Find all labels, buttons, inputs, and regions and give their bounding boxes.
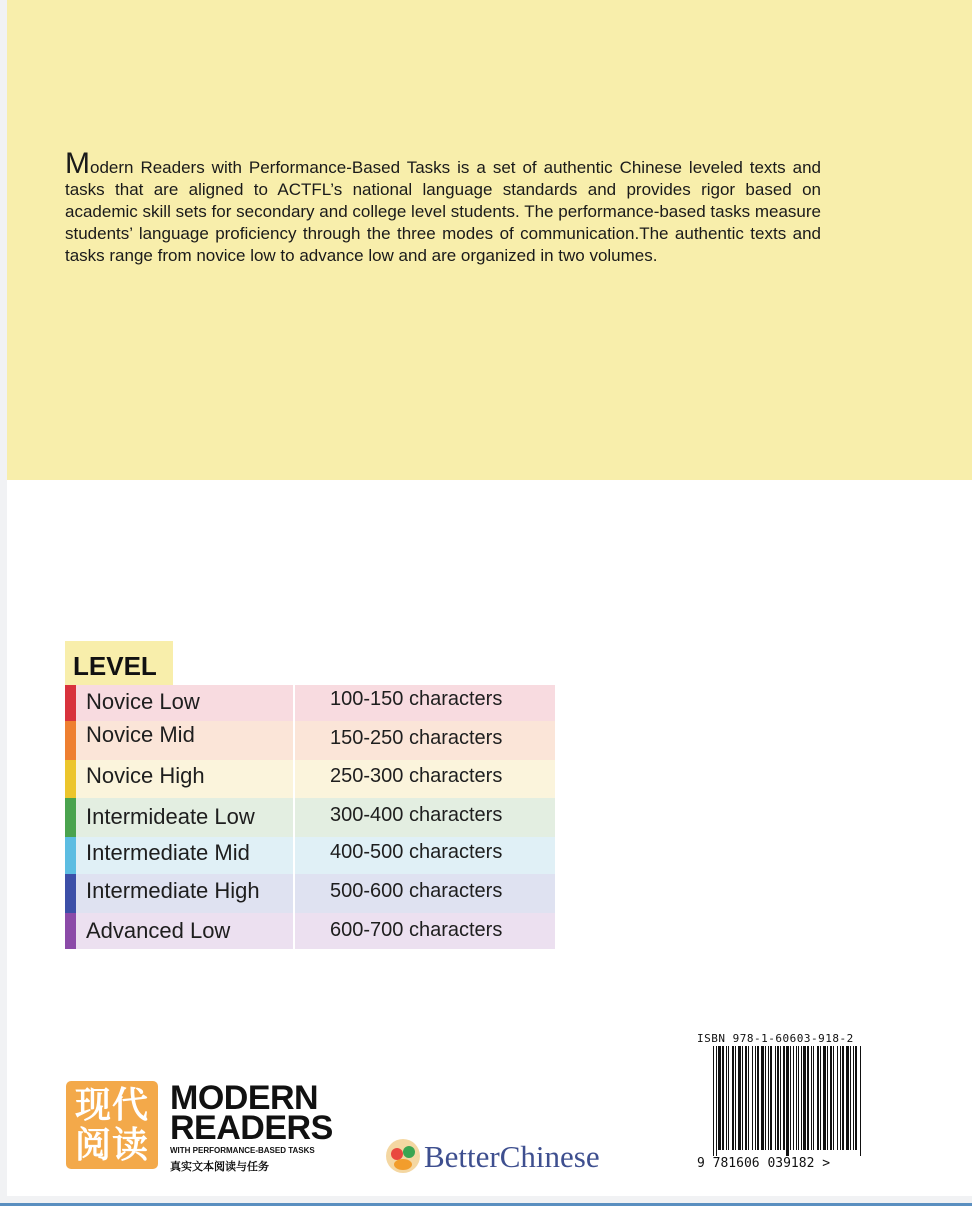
barcode-bar bbox=[798, 1046, 799, 1150]
barcode-bar bbox=[786, 1046, 789, 1156]
level-title: LEVEL bbox=[65, 641, 173, 685]
barcode-bar bbox=[807, 1046, 809, 1150]
level-table bbox=[65, 685, 555, 949]
level-range: 150-250 characters bbox=[330, 727, 503, 749]
barcode-bar bbox=[732, 1046, 734, 1150]
brand-subtitle: WITH PERFORMANCE-BASED TASKS bbox=[170, 1146, 315, 1155]
level-row bbox=[65, 798, 555, 837]
logo-chars-line2: 阅读 bbox=[74, 1124, 149, 1165]
barcode-bar bbox=[823, 1046, 826, 1150]
barcode-bar bbox=[850, 1046, 851, 1150]
barcode-bar bbox=[761, 1046, 764, 1150]
level-column-divider bbox=[293, 760, 295, 798]
barcode-bar bbox=[846, 1046, 849, 1150]
logo-chars-line1: 现代 bbox=[74, 1084, 149, 1125]
description-text bbox=[65, 147, 821, 267]
barcode-bar bbox=[716, 1046, 717, 1156]
barcode-bar bbox=[768, 1046, 769, 1150]
level-row bbox=[65, 913, 555, 949]
barcode-bar bbox=[748, 1046, 749, 1150]
level-column-divider bbox=[293, 685, 295, 721]
brand-title-line2: READERS bbox=[170, 1109, 333, 1147]
barcode-bar bbox=[770, 1046, 772, 1150]
level-name: Intermediate High bbox=[86, 878, 260, 903]
level-range: 100-150 characters bbox=[330, 688, 503, 710]
level-name: Intermediate Mid bbox=[86, 840, 250, 865]
barcode-bar bbox=[722, 1046, 724, 1150]
barcode-bar bbox=[817, 1046, 819, 1150]
level-range: 300-400 characters bbox=[330, 804, 503, 826]
barcode-bar bbox=[833, 1046, 834, 1150]
barcode-bar bbox=[713, 1046, 714, 1156]
barcode-bar bbox=[842, 1046, 844, 1150]
level-row bbox=[65, 685, 555, 721]
left-edge-strip bbox=[0, 0, 7, 1206]
level-name: Intermideate Low bbox=[86, 804, 255, 829]
barcode-bar bbox=[837, 1046, 838, 1150]
level-name: Novice High bbox=[86, 763, 205, 788]
barcode-bar bbox=[728, 1046, 729, 1150]
level-color-bar bbox=[65, 837, 76, 874]
level-range: 400-500 characters bbox=[330, 841, 503, 863]
barcode-bar bbox=[811, 1046, 812, 1150]
barcode-bar bbox=[745, 1046, 747, 1150]
level-column-divider bbox=[293, 798, 295, 837]
level-row bbox=[65, 837, 555, 874]
level-row bbox=[65, 760, 555, 798]
level-color-bar bbox=[65, 685, 76, 721]
barcode-bar bbox=[803, 1046, 806, 1150]
barcode-bar bbox=[742, 1046, 743, 1150]
level-name: Advanced Low bbox=[86, 918, 231, 943]
isbn-label: ISBN 978-1-60603-918-2 bbox=[697, 1032, 854, 1045]
description-panel bbox=[7, 0, 972, 480]
level-row bbox=[65, 721, 555, 760]
barcode-bar bbox=[813, 1046, 814, 1150]
description-body: odern Readers with Performance-Based Tasks is a set of authentic Chinese leveled texts and tasks that are aligned to ACTFL’s national language standards and provides rigor based on academic skill sets for secondary and college level students. The performance-based tasks measure students’ language proficiency through the three modes of communication.The authentic texts and tasks range from novice low to advance low and are organized in two volumes. bbox=[65, 158, 821, 265]
level-column-divider bbox=[293, 721, 295, 760]
level-range: 500-600 characters bbox=[330, 880, 503, 902]
level-color-bar bbox=[65, 721, 76, 760]
brand-title-line1: MODERN bbox=[170, 1079, 319, 1117]
barcode-bar bbox=[755, 1046, 756, 1150]
level-name: Novice Mid bbox=[86, 722, 195, 747]
barcode-bar bbox=[738, 1046, 741, 1150]
level-name: Novice Low bbox=[86, 689, 200, 714]
barcode-bar bbox=[840, 1046, 841, 1150]
barcode bbox=[713, 1046, 863, 1156]
level-column-divider bbox=[293, 874, 295, 913]
barcode-bar bbox=[830, 1046, 832, 1150]
barcode-bar bbox=[827, 1046, 828, 1150]
level-color-bar bbox=[65, 874, 76, 913]
barcode-bar bbox=[855, 1046, 857, 1150]
barcode-bar bbox=[783, 1046, 785, 1150]
barcode-bar bbox=[780, 1046, 781, 1150]
barcode-bar bbox=[790, 1046, 791, 1150]
barcode-bar bbox=[860, 1046, 861, 1156]
level-color-bar bbox=[65, 760, 76, 798]
barcode-bar bbox=[735, 1046, 736, 1150]
modern-readers-logo bbox=[66, 1081, 158, 1169]
level-color-bar bbox=[65, 798, 76, 837]
barcode-bar bbox=[718, 1046, 721, 1150]
barcode-bar bbox=[757, 1046, 759, 1150]
barcode-bar bbox=[853, 1046, 854, 1150]
level-range: 600-700 characters bbox=[330, 919, 503, 941]
barcode-bar bbox=[752, 1046, 753, 1150]
barcode-digits: 9 781606 039182 > bbox=[697, 1156, 831, 1171]
level-range: 250-300 characters bbox=[330, 765, 503, 787]
dropcap-letter: M bbox=[65, 147, 90, 180]
brand-chinese-subtitle: 真实文本阅读与任务 bbox=[170, 1161, 269, 1173]
level-column-divider bbox=[293, 913, 295, 949]
publisher-name: BetterChinese bbox=[424, 1139, 600, 1174]
barcode-bar bbox=[775, 1046, 776, 1150]
logo-chinese-characters bbox=[66, 1085, 158, 1165]
level-row bbox=[65, 874, 555, 913]
barcode-bar bbox=[796, 1046, 797, 1150]
barcode-bar bbox=[765, 1046, 766, 1150]
barcode-bar bbox=[777, 1046, 779, 1150]
barcode-bar bbox=[820, 1046, 821, 1150]
level-color-bar bbox=[65, 913, 76, 949]
barcode-bar bbox=[801, 1046, 802, 1150]
level-column-divider bbox=[293, 837, 295, 874]
barcode-bar bbox=[793, 1046, 794, 1150]
betterchinese-kids-icon bbox=[386, 1139, 420, 1173]
brand-title bbox=[170, 1079, 333, 1147]
barcode-bar bbox=[726, 1046, 727, 1150]
